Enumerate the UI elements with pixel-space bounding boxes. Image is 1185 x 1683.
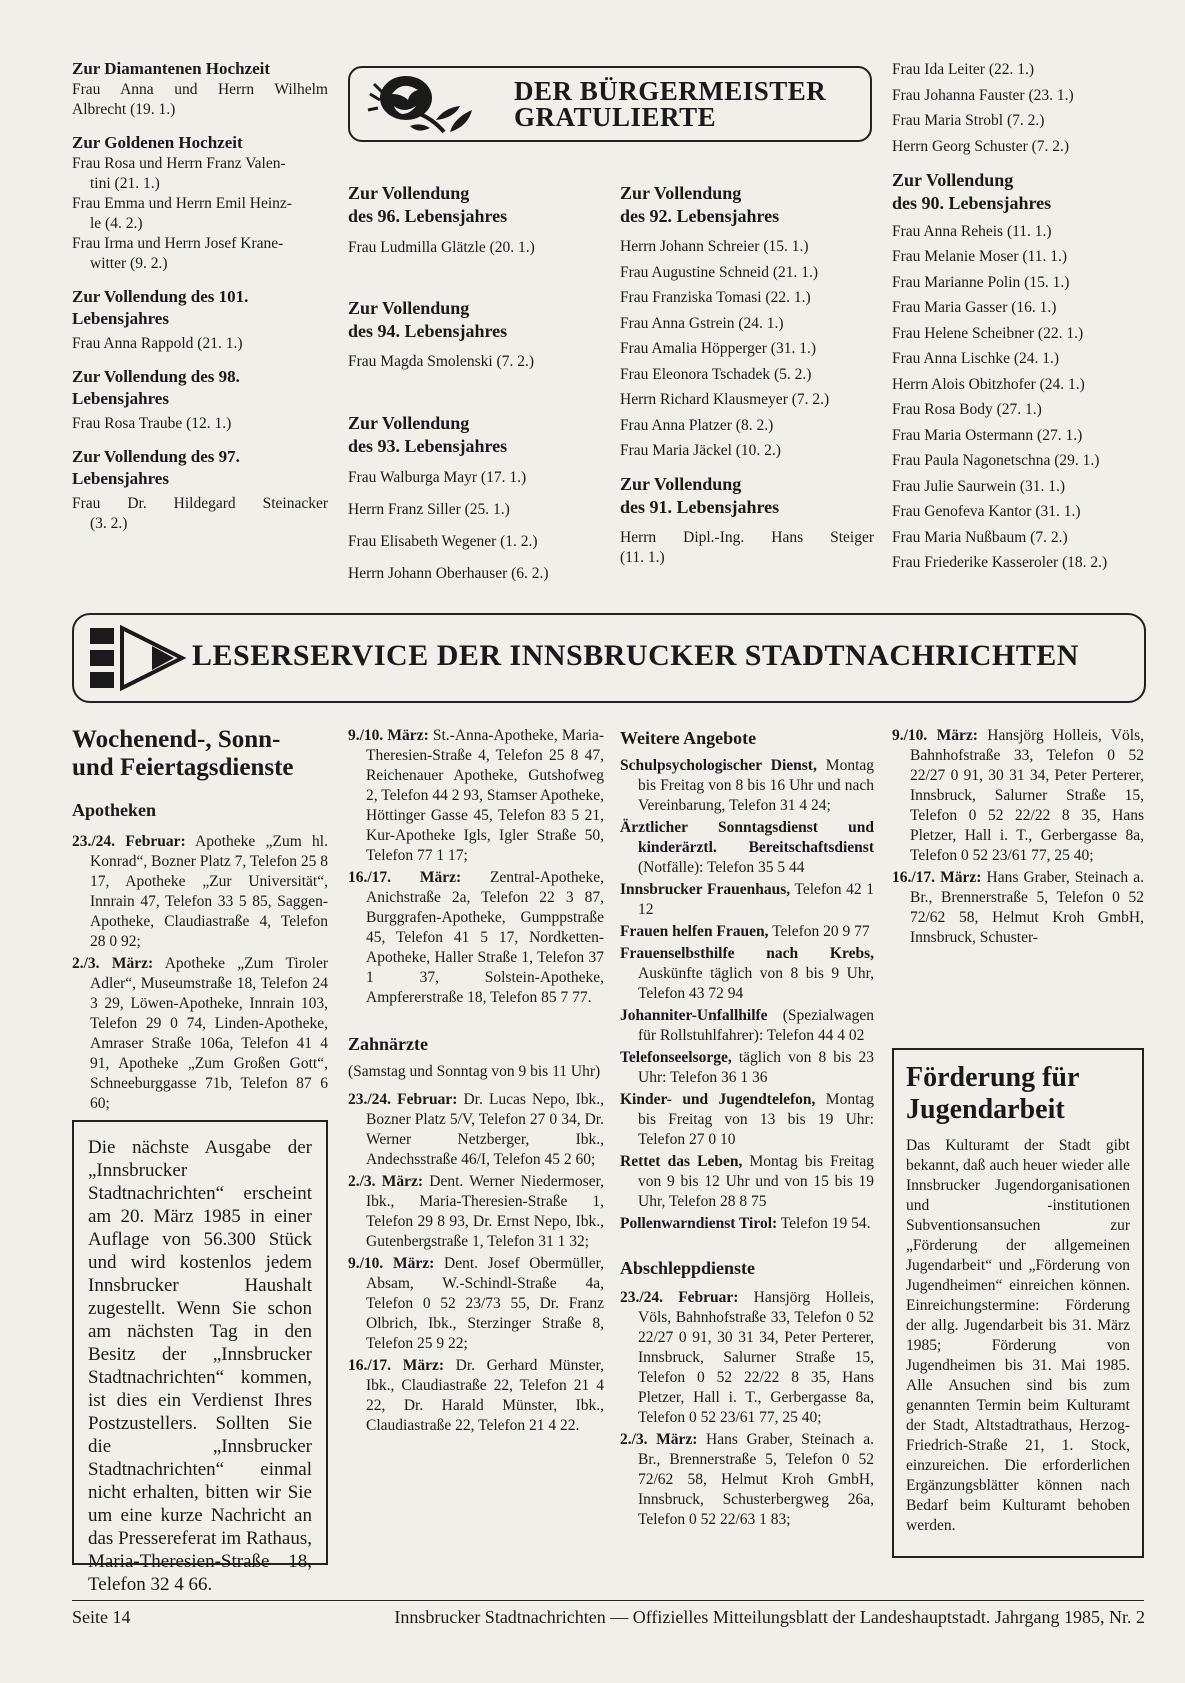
section-title: Zur Vollendung des 98. Lebensjahres (72, 367, 240, 408)
entry-label: Innsbrucker Frauenhaus, (620, 881, 791, 898)
text-line: Frau Anna und Herrn Wilhelm (72, 81, 328, 98)
list-item: Frau Anna Lischke (24. 1.) (892, 350, 1060, 367)
entry-text: Hans Graber, Steinach a. Br., Brennerstraße 5, Telefon 0 52 72/62 58, Helmut Kroh GmbH, Innsbruck, Schusterbergweg 26a, Telefon 0 52 22/63 1 83; (638, 1431, 874, 1528)
section-title: Zur Goldenen Hochzeit (72, 133, 243, 152)
list-item: Frau Friederike Kasseroler (18. 2.) (892, 554, 1108, 571)
text-line: tini (21. 1.) (90, 175, 160, 192)
entry-label: 23./24. Februar: (348, 1091, 458, 1108)
section-title: Zur Vollendung (348, 298, 470, 318)
list-item: Herrn Alois Obitzhofer (24. 1.) (892, 375, 1085, 393)
apotheken-title: Apotheken (72, 800, 157, 820)
service-entry (892, 726, 1144, 866)
entry-label: 16./17. März: (348, 1357, 444, 1374)
reader-service-icon (82, 618, 192, 698)
entry-label: Johanniter-Unfallhilfe (620, 1007, 768, 1024)
list-item: Frau Genofeva Kantor (31. 1.) (892, 503, 1081, 520)
list-item: Frau Maria Ostermann (27. 1.) (892, 426, 1083, 444)
section-title: Zur Vollendung des 101. Lebensjahres (72, 287, 249, 328)
list-item: Frau Anna Reheis (11. 1.) (892, 222, 1052, 240)
leserservice-banner (72, 613, 1146, 703)
congrats-column-3 (620, 182, 874, 568)
list-item: Frau Maria Gasser (16. 1.) (892, 299, 1057, 316)
service-entry (892, 868, 1144, 948)
list-item: Frau Paula Nagonetschna (29. 1.) (892, 452, 1100, 469)
list-item: Frau Ida Leiter (22. 1.) (892, 61, 1035, 78)
list-item: Frau Magda Smolenski (7. 2.) (348, 353, 534, 370)
entry-text: Apotheke „Zum hl. Konrad“, Bozner Platz 7, Telefon 25 8 17, Apotheke „Zur Universität“, Innrain 47, Telefon 33 5 85, Saggen-Apotheke, Claudiastraße 4, Telefon 28 0 92; (90, 833, 328, 950)
entry-label: 9./10. März: (348, 727, 429, 744)
apotheken-list (72, 832, 328, 1114)
list-item: Frau Augustine Schneid (21. 1.) (620, 263, 819, 281)
foerderung-title: Förderung für (906, 1062, 1080, 1093)
entry-text: (Spezialwagen für Rollstuhlfahrer): Telefon 44 4 02 (638, 1007, 874, 1044)
entry-label: 2./3. März: (72, 955, 154, 972)
service-entry (72, 954, 328, 1114)
service-entry (620, 1288, 874, 1428)
entry-text: Auskünfte täglich von 8 bis 9 Uhr, Telefon 43 72 94 (638, 965, 874, 1002)
list-item: Frau Ludmilla Glätzle (20. 1.) (348, 239, 535, 256)
entry-label: 16./17. März: (892, 869, 982, 886)
foerderung-box (892, 1048, 1144, 1558)
congrats-column-4 (892, 60, 1156, 579)
abschlepp-list (620, 1288, 874, 1528)
service-entry (348, 1356, 604, 1436)
list-item: Frau Melanie Moser (11. 1.) (892, 248, 1068, 265)
entry-label: 2./3. März: (348, 1173, 424, 1190)
entry-text: Montag bis Freitag von 9 bis 12 Uhr und von 15 bis 19 Uhr, Telefon 28 8 75 (638, 1153, 874, 1210)
abschlepp-list (892, 726, 1144, 948)
section-title: Zur Vollendung des 97. Lebensjahres (72, 447, 240, 488)
weitere-title: Weitere Angebote (620, 728, 757, 748)
service-entry (348, 1254, 604, 1354)
entry-text: Apotheke „Zum Tiroler Adler“, Museumstraße 18, Telefon 24 3 29, Löwen-Apotheke, Innrain 103, Telefon 29 0 74, Linden-Apotheke, Amraser Straße 106a, Telefon 41 4 91, Apotheke „Zum Großen Gott“, Schneeburggasse 71b, Telefon 87 6 60; (90, 955, 328, 1112)
foerderung-text: Das Kulturamt der Stadt gibt bekannt, daß auch heuer wieder alle Innsbrucker Jugendorganisationen und -institutionen Subventionsansuchen zur „Förderung der allgemeinen Jugendarbeit“ und „Förderung von Jugendheimen“ einreichen können. Einreichungstermine: Förderung der allg. Jugendarbeit bis 31. März 1985; Förderung von Jugendheimen bis 31. Mai 1985. Alle Ansuchen sind bis zum genannten Termin beim Kulturamt der Stadt, Altstadtrathaus, Herzog-Friedrich-Straße 21, 1. Stock, einzureichen. Die erforderlichen Ergänzungsblätter können nach Bedarf beim Kulturamt behoben werden. (906, 1137, 1130, 1534)
list-item: Herrn Richard Klausmeyer (7. 2.) (620, 391, 830, 408)
service-entry (620, 1214, 874, 1234)
service-entry (620, 756, 874, 816)
service-entry (620, 1090, 874, 1150)
zahnaerzte-title: Zahnärzte (348, 1034, 428, 1054)
entry-label: Frauen helfen Frauen, (620, 923, 769, 940)
apotheken-list (348, 726, 604, 1008)
mayor-banner-subtitle: GRATULIERTE (514, 102, 717, 132)
list-item: Herrn Johann Schreier (15. 1.) (620, 238, 809, 255)
service-entry (620, 944, 874, 1004)
section-title: des 90. Lebensjahres (892, 192, 1052, 213)
services-heading: Wochenend-, Sonn- (72, 726, 281, 753)
service-entry (348, 1090, 604, 1170)
list-item: Frau Elisabeth Wegener (1. 2.) (348, 533, 538, 550)
entry-label: 16./17. März: (348, 869, 462, 886)
zahnaerzte-list (348, 1090, 604, 1436)
list (620, 237, 874, 461)
list-item: Frau Johanna Fauster (23. 1.) (892, 86, 1074, 104)
section-title: des 96. Lebensjahres (348, 206, 508, 226)
services-heading: und Feiertagsdienste (72, 754, 294, 781)
list-item: Herrn Franz Siller (25. 1.) (348, 501, 510, 518)
list-item: Frau Anna Platzer (8. 2.) (620, 416, 774, 434)
services-column-2 (348, 726, 604, 1438)
entry-label: 9./10. März: (348, 1255, 435, 1272)
service-entry (620, 1430, 874, 1530)
section-title: des 92. Lebensjahres (620, 206, 780, 226)
entry-text: Dent. Werner Niedermoser, Ibk., Maria-Theresien-Straße 1, Telefon 29 8 93, Dr. Ernst Nepo, Ibk., Gutenbergstraße 1, Telefon 31 1 32; (366, 1173, 604, 1250)
entry-text: Montag bis Freitag von 13 bis 19 Uhr: Telefon 27 0 10 (638, 1091, 875, 1148)
list-item: Herrn Johann Oberhauser (6. 2.) (348, 565, 549, 582)
entry-label: 23./24. Februar: (72, 833, 186, 850)
weitere-list (620, 756, 874, 1234)
leserservice-title: LESERSERVICE DER INNSBRUCKER STADTNACHRICHTEN (192, 639, 1079, 672)
service-entry (620, 1152, 874, 1212)
text-line: Frau Irma und Herrn Josef Krane- (72, 235, 284, 252)
entry-text: Zentral-Apotheke, Anichstraße 2a, Telefon 22 3 87, Burggrafen-Apotheke, Gumppstraße 45, Telefon 41 5 17, Nordketten-Apotheke, Haller Straße 1, Telefon 37 1 37, Solstein-Apotheke, Ampfererstraße 18, Telefon 85 7 77. (366, 869, 604, 1006)
text-line: le (4. 2.) (90, 215, 143, 232)
list-item: Frau Amalia Höpperger (31. 1.) (620, 340, 816, 357)
list-item: Frau Julie Saurwein (31. 1.) (892, 477, 1066, 495)
entry-text: Telefon 19 54. (777, 1215, 871, 1232)
list-item: (11. 1.) (620, 549, 665, 566)
list-item: Frau Maria Nußbaum (7. 2.) (892, 528, 1068, 546)
entry-label: Schulpsychologischer Dienst, (620, 757, 817, 774)
list (892, 60, 1156, 157)
section-title: Zur Diamantenen Hochzeit (72, 59, 271, 78)
services-column-4 (892, 726, 1144, 950)
entry-text: Dr. Gerhard Münster, Ibk., Claudiastraße 22, Telefon 21 4 22, Dr. Harald Münster, Ibk., Claudiastraße 22, Telefon 21 4 22. (366, 1357, 604, 1434)
list-item: Frau Anna Gstrein (24. 1.) (620, 314, 784, 332)
zahnaerzte-intro: (Samstag und Sonntag von 9 bis 11 Uhr) (348, 1063, 601, 1080)
service-entry (348, 1172, 604, 1252)
notice-box (72, 1120, 328, 1595)
foerderung-title: Jugendarbeit (906, 1094, 1065, 1125)
service-entry (620, 880, 874, 920)
service-entry (620, 1048, 874, 1088)
entry-text: Hansjörg Holleis, Völs, Bahnhofstraße 33, Telefon 0 52 22/27 0 91, 30 31 34, Peter Perterer, Innsbruck, Salurner Straße 15, Telefon 0 52 22/22 8 35, Hans Pletzer, Hall i. T., Gerbergasse 8a, Telefon 0 52 23/61 77, 25 40; (910, 727, 1144, 864)
service-entry (620, 818, 874, 878)
entry-text: Hans Graber, Steinach a. Br., Brennerstraße 5, Telefon 0 52 72/62 58, Helmut Kroh GmbH, Innsbruck, Schuster- (910, 869, 1144, 946)
section-title: Zur Vollendung (348, 413, 470, 433)
list-item: Herrn Dipl.-Ing. Hans Steiger (620, 529, 874, 546)
section-title: des 94. Lebensjahres (348, 321, 508, 341)
service-entry (72, 832, 328, 952)
text-line: Albrecht (19. 1.) (72, 101, 176, 118)
entry-label: 9./10. März: (892, 727, 978, 744)
entry-label: Ärztlicher Sonntagsdienst und kinderärztl. Bereitschaftsdienst (620, 819, 874, 856)
list-item: Frau Walburga Mayr (17. 1.) (348, 469, 527, 486)
service-entry (620, 1006, 874, 1046)
footer-publication: Innsbrucker Stadtnachrichten — Offizielles Mitteilungsblatt der Landeshauptstadt. Jahrgang 1985, Nr. 2 (394, 1607, 1145, 1627)
text-line: witter (9. 2.) (90, 255, 168, 272)
services-column-3 (620, 726, 875, 1528)
services-column-1 (72, 726, 328, 1116)
text-line: Frau Rosa Traube (12. 1.) (72, 415, 232, 432)
entry-text: Dent. Josef Obermüller, Absam, W.-Schindl-Straße 4a, Telefon 0 52 23/73 55, Dr. Franz Olbrich, Ibk., Sterzinger Straße 8, Telefon 25 9 22; (366, 1255, 605, 1352)
entry-text: (Notfälle): Telefon 35 5 44 (638, 859, 805, 876)
entry-text: Dr. Lucas Nepo, Ibk., Bozner Platz 5/V, Telefon 27 0 34, Dr. Werner Netzberger, Ibk., Andechsstraße 46/I, Telefon 45 2 60; (366, 1091, 604, 1168)
list-item: Frau Maria Strobl (7. 2.) (892, 112, 1045, 129)
section-title: Zur Vollendung (348, 183, 470, 203)
abschlepp-title: Abschleppdienste (620, 1258, 756, 1278)
list-item: Frau Rosa Body (27. 1.) (892, 401, 1042, 418)
service-entry (348, 726, 604, 866)
page-number: Seite 14 (72, 1607, 131, 1627)
section-title: des 93. Lebensjahres (348, 436, 508, 456)
section-title: Zur Vollendung (892, 169, 1014, 190)
list-item: Frau Maria Jäckel (10. 2.) (620, 442, 781, 459)
list-item: Frau Franziska Tomasi (22. 1.) (620, 289, 811, 306)
entry-label: Telefonseelsorge, (620, 1049, 732, 1066)
text-line: Frau Emma und Herrn Emil Heinz- (72, 195, 292, 212)
mayor-banner-title: DER BÜRGERMEISTER (514, 76, 827, 106)
mayor-banner (348, 66, 872, 142)
entry-text: St.-Anna-Apotheke, Maria-Theresien-Straße 4, Telefon 25 8 47, Reichenauer Apotheke, Gutshofweg 2, Telefon 44 2 93, Stamser Apotheke, Höttinger Gasse 45, Telefon 83 5 21, Kur-Apotheke Igls, Igler Straße 50, Telefon 77 1 17; (366, 727, 604, 864)
section-title: Zur Vollendung (620, 474, 742, 494)
entry-label: Kinder- und Jugendtelefon, (620, 1091, 816, 1108)
list-item: Frau Marianne Polin (15. 1.) (892, 273, 1070, 291)
list-item: Frau Eleonora Tschadek (5. 2.) (620, 365, 812, 383)
text-line: (3. 2.) (90, 515, 128, 532)
text-line: Frau Rosa und Herrn Franz Valen- (72, 155, 286, 172)
service-entry (348, 868, 604, 1008)
congrats-column-2 (348, 182, 608, 589)
footer-rule (72, 1600, 1144, 1601)
entry-label: 2./3. März: (620, 1431, 698, 1448)
entry-label: 23./24. Februar: (620, 1289, 739, 1306)
entry-label: Pollenwarndienst Tirol: (620, 1215, 778, 1232)
entry-text: Telefon 20 9 77 (768, 923, 870, 940)
congrats-column-1 (72, 58, 328, 534)
section-title: Zur Vollendung (620, 183, 742, 203)
list-item: Frau Helene Scheibner (22. 1.) (892, 324, 1084, 342)
list (892, 222, 1156, 574)
entry-label: Rettet das Leben, (620, 1153, 743, 1170)
entry-text: Hansjörg Holleis, Völs, Bahnhofstraße 33, Telefon 0 52 22/27 0 91, 30 31 34, Peter Perterer, Innsbruck, Salurner Straße 15, Telefon 0 52 22/22 8 35, Hans Pletzer, Hall i. T., Gerbergasse 8a, Telefon 0 52 23/61 77, 25 40; (638, 1289, 874, 1426)
rose-icon (364, 70, 484, 136)
entry-label: Frauenselbsthilfe nach Krebs, (620, 945, 874, 962)
text-line: Frau Dr. Hildegard Steinacker (72, 495, 328, 512)
list-item: Herrn Georg Schuster (7. 2.) (892, 137, 1070, 155)
entry-text: täglich von 8 bis 23 Uhr: Telefon 36 1 36 (638, 1049, 874, 1086)
service-entry (620, 922, 874, 942)
entry-text: Montag bis Freitag von 8 bis 16 Uhr und nach Vereinbarung, Telefon 31 4 24; (638, 757, 874, 814)
notice-text: Die nächste Ausgabe der „Innsbrucker Stadtnachrichten“ erscheint am 20. März 1985 in einer Auflage von 56.300 Stück und wird kostenlos jedem Innsbrucker Haushalt zugestellt. Wenn Sie schon am nächsten Tag in den Besitz der „Innsbrucker Stadtnachrichten“ kommen, ist dies ein Verdienst Ihres Postzustellers. Sollten Sie die „Innsbrucker Stadtnachrichten“ einmal nicht erhalten, bitten wir Sie um eine kurze Nachricht an das Pressereferat im Rathaus, Maria-Theresien-Straße 18, Telefon 32 4 66. (88, 1137, 312, 1595)
section-title: des 91. Lebensjahres (620, 497, 780, 517)
text-line: Frau Anna Rappold (21. 1.) (72, 335, 243, 352)
entry-text: Telefon 42 1 12 (638, 881, 874, 918)
